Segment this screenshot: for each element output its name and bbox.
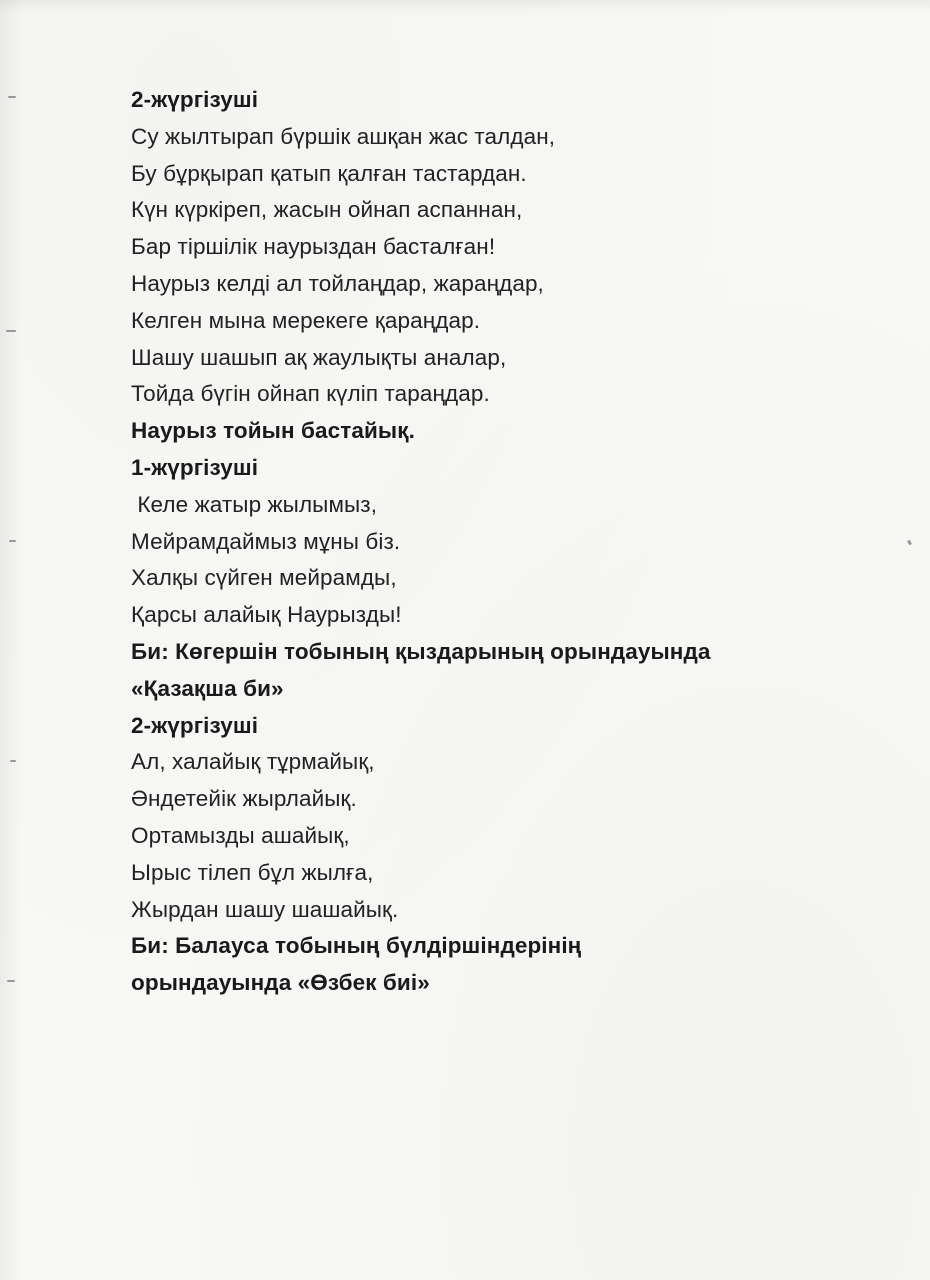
scan-speck xyxy=(8,96,16,98)
scan-speck xyxy=(9,540,16,542)
heading-line: Би: Көгершін тобының қыздарының орындауында xyxy=(131,638,711,664)
verse-line: Келе жатыр жылымыз, xyxy=(131,491,378,517)
verse-line: Ырыс тілеп бұл жылға, xyxy=(131,859,374,885)
verse-line: Халқы сүйген мейрамды, xyxy=(131,565,397,591)
heading-line: 1-жүргізуші xyxy=(131,454,259,480)
heading-line: 2-жүргізуші xyxy=(131,87,259,112)
heading-line: Наурыз тойын бастайық. xyxy=(131,418,415,444)
verse-line: Бу бұрқырап қатып қалған тастардан. xyxy=(131,160,527,186)
verse-line: Ал, халайық тұрмайық, xyxy=(131,749,375,775)
document-body xyxy=(131,82,891,1002)
verse-line: Ортамызды ашайық, xyxy=(131,822,350,848)
heading-line: 2-жүргізуші xyxy=(131,712,259,738)
verse-line: Мейрамдаймыз мұны біз. xyxy=(131,528,401,554)
verse-line: Күн күркіреп, жасын ойнап аспаннан, xyxy=(131,197,523,223)
verse-line: Әндетейік жырлайық. xyxy=(131,786,357,812)
heading-line: Би: Балауса тобының бүлдіршіндерінің xyxy=(131,933,582,959)
heading-line: орындауында «Өзбек биі» xyxy=(131,970,430,996)
verse-line: Тойда бүгін ойнап күліп тараңдар. xyxy=(131,381,490,407)
scan-shadow-top xyxy=(0,0,930,14)
scan-speck xyxy=(10,760,16,762)
verse-line: Су жылтырап бүршік ашқан жас талдан, xyxy=(131,123,556,149)
verse-line: Наурыз келді ал тойлаңдар, жараңдар, xyxy=(131,270,544,296)
verse-line: Бар тіршілік наурыздан басталған! xyxy=(131,234,496,260)
verse-line: Шашу шашып ақ жаулықты аналар, xyxy=(131,344,507,370)
scan-shadow-left xyxy=(0,0,22,1280)
scan-speck xyxy=(6,330,16,332)
scan-speck xyxy=(907,540,912,546)
verse-line: Жырдан шашу шашайық. xyxy=(131,896,399,922)
verse-line: Келген мына мерекеге қараңдар. xyxy=(131,307,481,333)
heading-line: «Қазақша би» xyxy=(131,675,284,701)
scan-speck xyxy=(7,980,15,982)
verse-line: Қарсы алайық Наурызды! xyxy=(131,602,402,628)
